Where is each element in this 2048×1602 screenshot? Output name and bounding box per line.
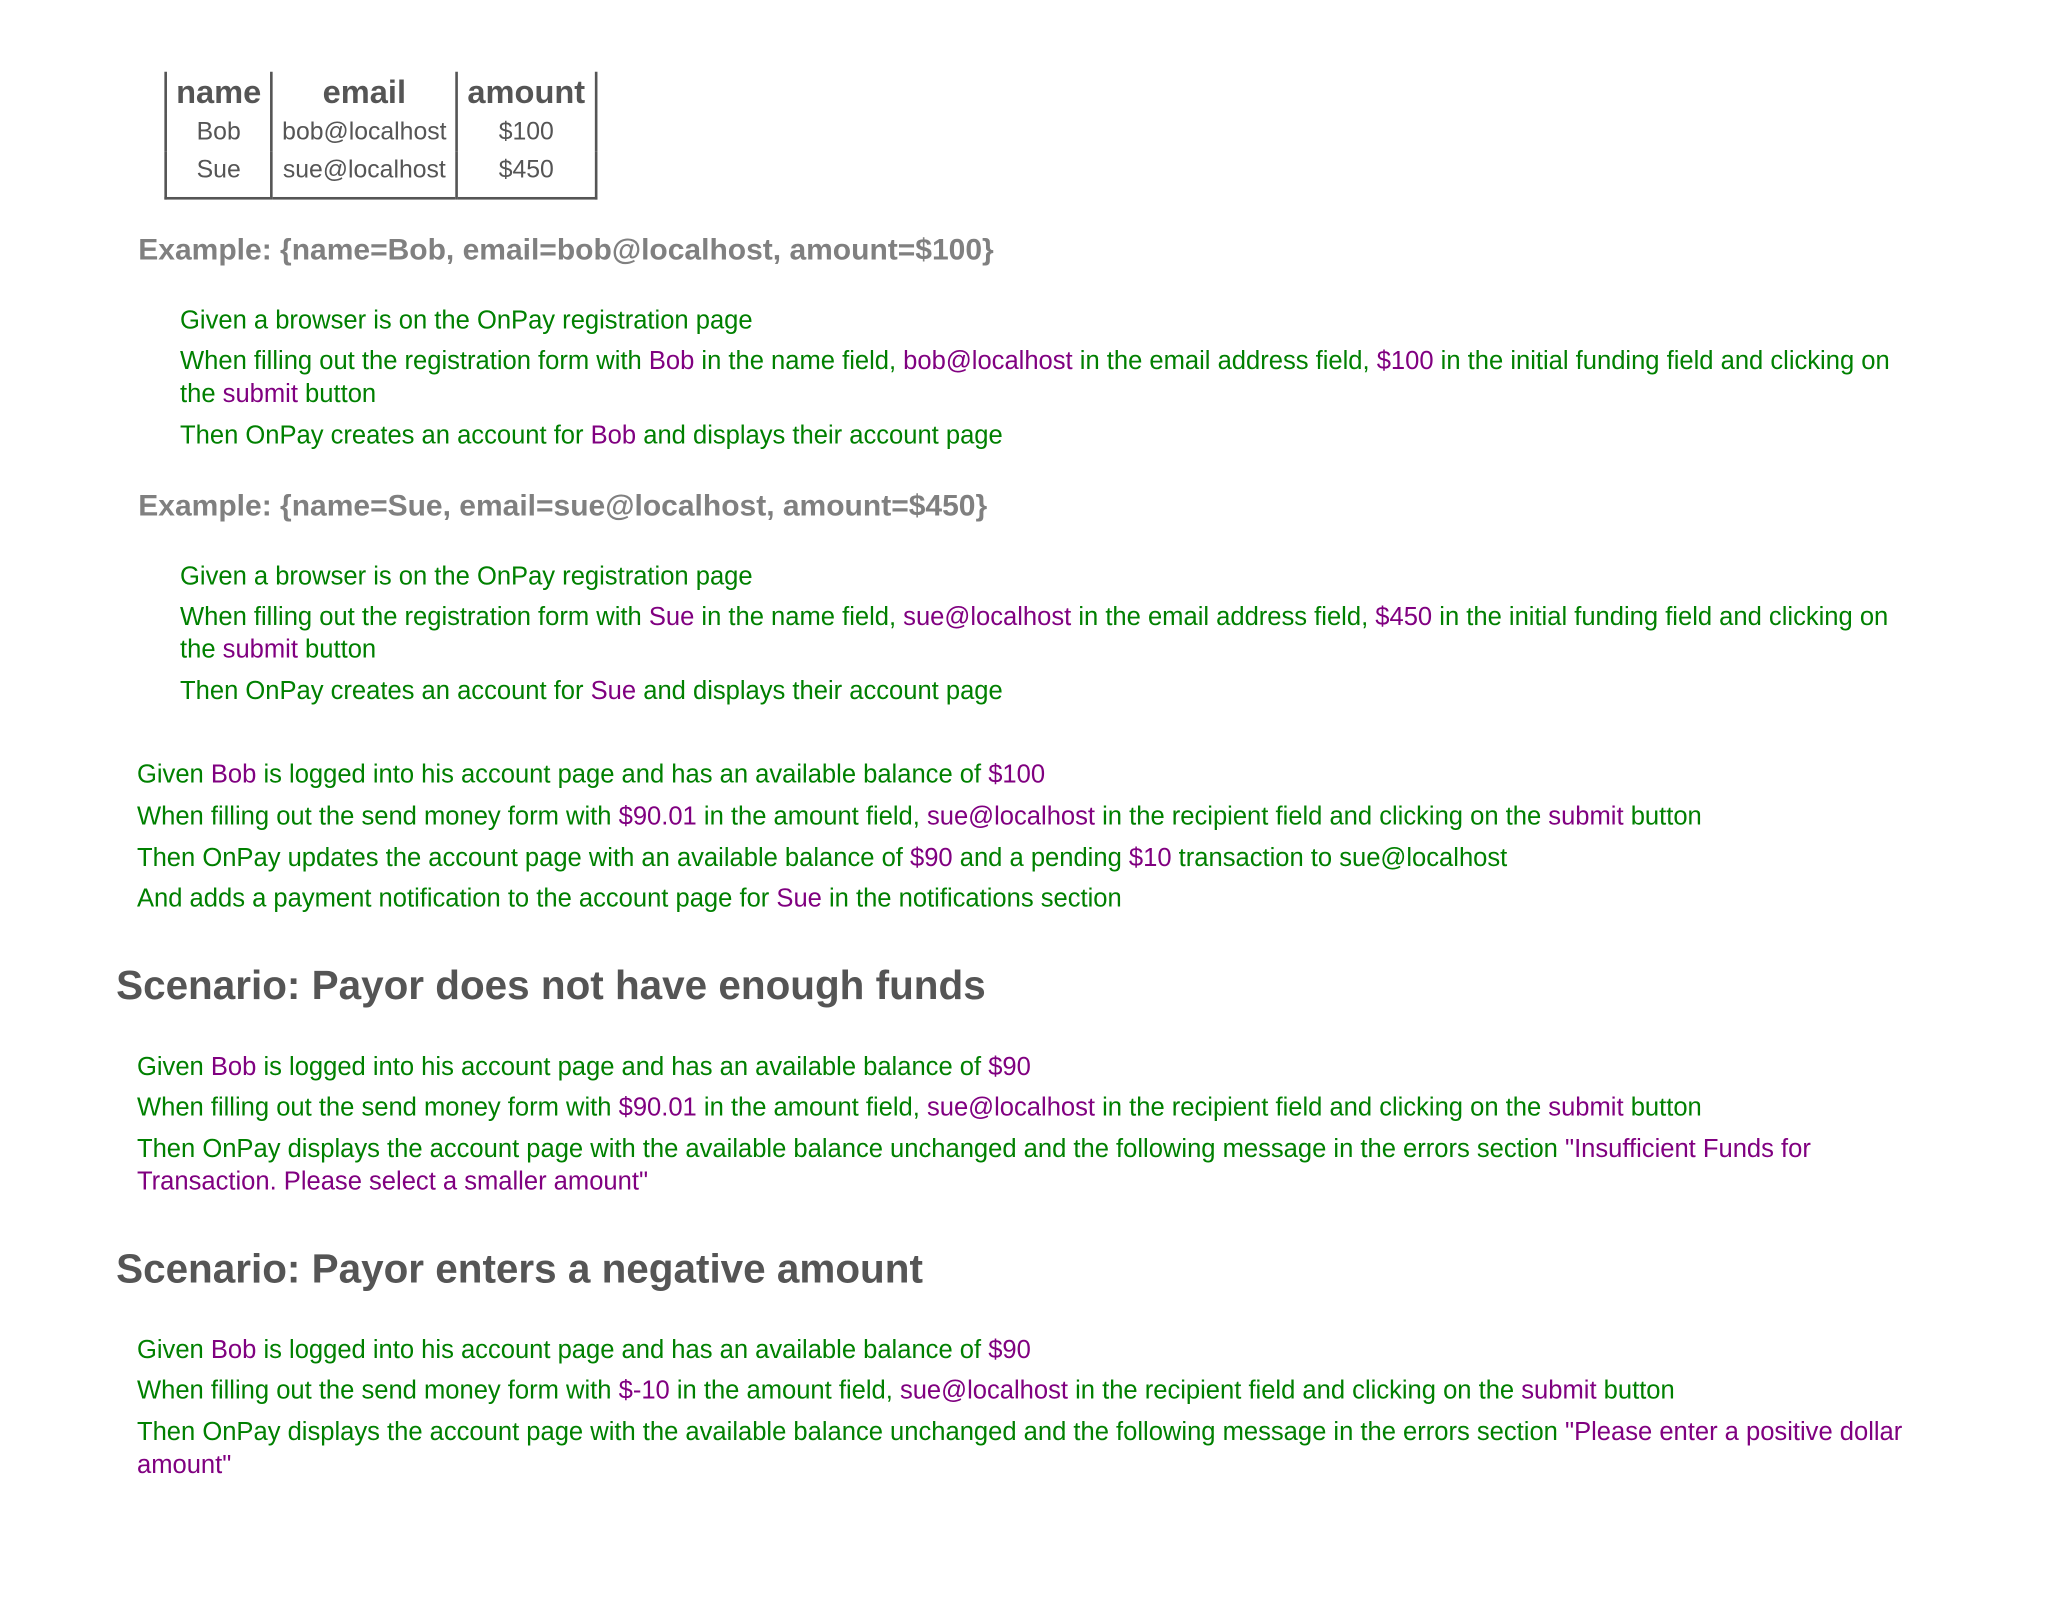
parameter-amount: $90.01 — [618, 1093, 697, 1122]
parameter-balance: $90 — [988, 1335, 1031, 1365]
parameter-name: Bob — [590, 421, 637, 451]
parameter-amount: $450 — [1375, 602, 1433, 632]
example-title-sue: Example: {name=Sue, email=sue@localhost, amount=$450} — [138, 487, 988, 522]
parameter-amount: $-10 — [618, 1376, 670, 1405]
table-cell: bob@localhost — [272, 113, 457, 151]
parameter-name: Bob — [210, 760, 257, 790]
funds-given-step: Given Bob is logged into his account page and has an available balance of $90 — [136, 1052, 1031, 1082]
table-row — [166, 151, 596, 198]
parameter-balance: $90 — [909, 844, 953, 873]
table-cell: Sue — [196, 156, 241, 184]
example1-given-step: Given a browser is on the OnPay registration page — [180, 306, 753, 336]
table-cell: sue@localhost — [272, 151, 457, 198]
parameter-submit: submit — [1548, 802, 1624, 831]
parameter-name: Sue — [776, 884, 822, 914]
table-cell: $100 — [457, 113, 596, 151]
table-header-amount: amount — [457, 72, 596, 114]
send-money-and-step: And adds a payment notification to the account page for Sue in the notifications section — [136, 884, 1122, 914]
example-title-bob: Example: {name=Bob, email=bob@localhost, amount=$100} — [138, 232, 994, 267]
parameter-pending: $10 — [1128, 844, 1172, 873]
example1-when-step: When filling out the registration form with Bob in the name field, bob@localhost in the email address field, $100 in the initial funding field and clicking on the submit button — [180, 346, 1890, 409]
parameter-email: sue@localhost — [926, 802, 1096, 831]
send-money-then-step: Then OnPay updates the account page with an available balance of $90 and a pending $10 transaction to sue@localhost — [136, 844, 1508, 873]
table-header-name: name — [176, 74, 262, 111]
parameter-name: Bob — [648, 346, 695, 376]
example2-given-step: Given a browser is on the OnPay registration page — [180, 562, 753, 591]
table-cell: Bob — [196, 118, 241, 147]
examples-table — [164, 72, 597, 200]
parameter-balance: $100 — [988, 760, 1046, 790]
negative-given-step: Given Bob is logged into his account page and has an available balance of $90 — [136, 1335, 1031, 1365]
error-message: "Please enter a positive dollar amount" — [136, 1417, 1903, 1480]
parameter-email: sue@localhost — [899, 1376, 1068, 1405]
funds-then-step: Then OnPay displays the account page with the available balance unchanged and the following message in the errors section "Insufficient Funds for Transaction. Please select a smaller amount" — [136, 1134, 1811, 1197]
parameter-name: Sue — [648, 602, 695, 632]
parameter-submit: submit — [222, 635, 298, 664]
negative-when-step: When filling out the send money form with $-10 in the amount field, sue@localhost in the recipient field and clicking on the submit button — [136, 1376, 1675, 1405]
table-row — [166, 113, 596, 151]
parameter-email: sue@localhost — [903, 602, 1072, 632]
scenario-title-insufficient-funds: Scenario: Payor does not have enough funds — [116, 962, 986, 1009]
parameter-name: Bob — [210, 1052, 257, 1082]
send-money-given-step: Given Bob is logged into his account page and has an available balance of $100 — [136, 760, 1046, 790]
parameter-submit: submit — [1521, 1376, 1597, 1405]
scenario-title-negative-amount: Scenario: Payor enters a negative amount — [116, 1245, 923, 1292]
example1-then-step: Then OnPay creates an account for Bob and displays their account page — [180, 421, 1003, 451]
negative-then-step: Then OnPay displays the account page with the available balance unchanged and the following message in the errors section "Please enter a positive dollar amount" — [136, 1417, 1903, 1480]
parameter-submit: submit — [1548, 1093, 1624, 1122]
parameter-amount: $90.01 — [618, 802, 697, 831]
parameter-amount: $100 — [1376, 346, 1434, 376]
table-header-email: email — [272, 72, 457, 114]
example2-when-step: When filling out the registration form with Sue in the name field, sue@localhost in the email address field, $450 in the initial funding field and clicking on the submit button — [180, 602, 1889, 664]
parameter-name: Sue — [590, 677, 637, 706]
parameter-submit: submit — [222, 379, 298, 409]
example2-then-step: Then OnPay creates an account for Sue and displays their account page — [180, 677, 1003, 706]
parameter-email: sue@localhost — [926, 1093, 1096, 1122]
table-cell: $450 — [457, 151, 596, 198]
send-money-when-step: When filling out the send money form with $90.01 in the amount field, sue@localhost in the recipient field and clicking on the submit button — [136, 802, 1702, 831]
table-header-row — [166, 72, 596, 114]
funds-when-step: When filling out the send money form with $90.01 in the amount field, sue@localhost in the recipient field and clicking on the submit button — [136, 1093, 1702, 1122]
parameter-balance: $90 — [988, 1052, 1031, 1082]
parameter-name: Bob — [210, 1335, 257, 1365]
parameter-email: bob@localhost — [903, 346, 1073, 376]
error-message: "Insufficient Funds for Transaction. Please select a smaller amount" — [136, 1134, 1811, 1197]
